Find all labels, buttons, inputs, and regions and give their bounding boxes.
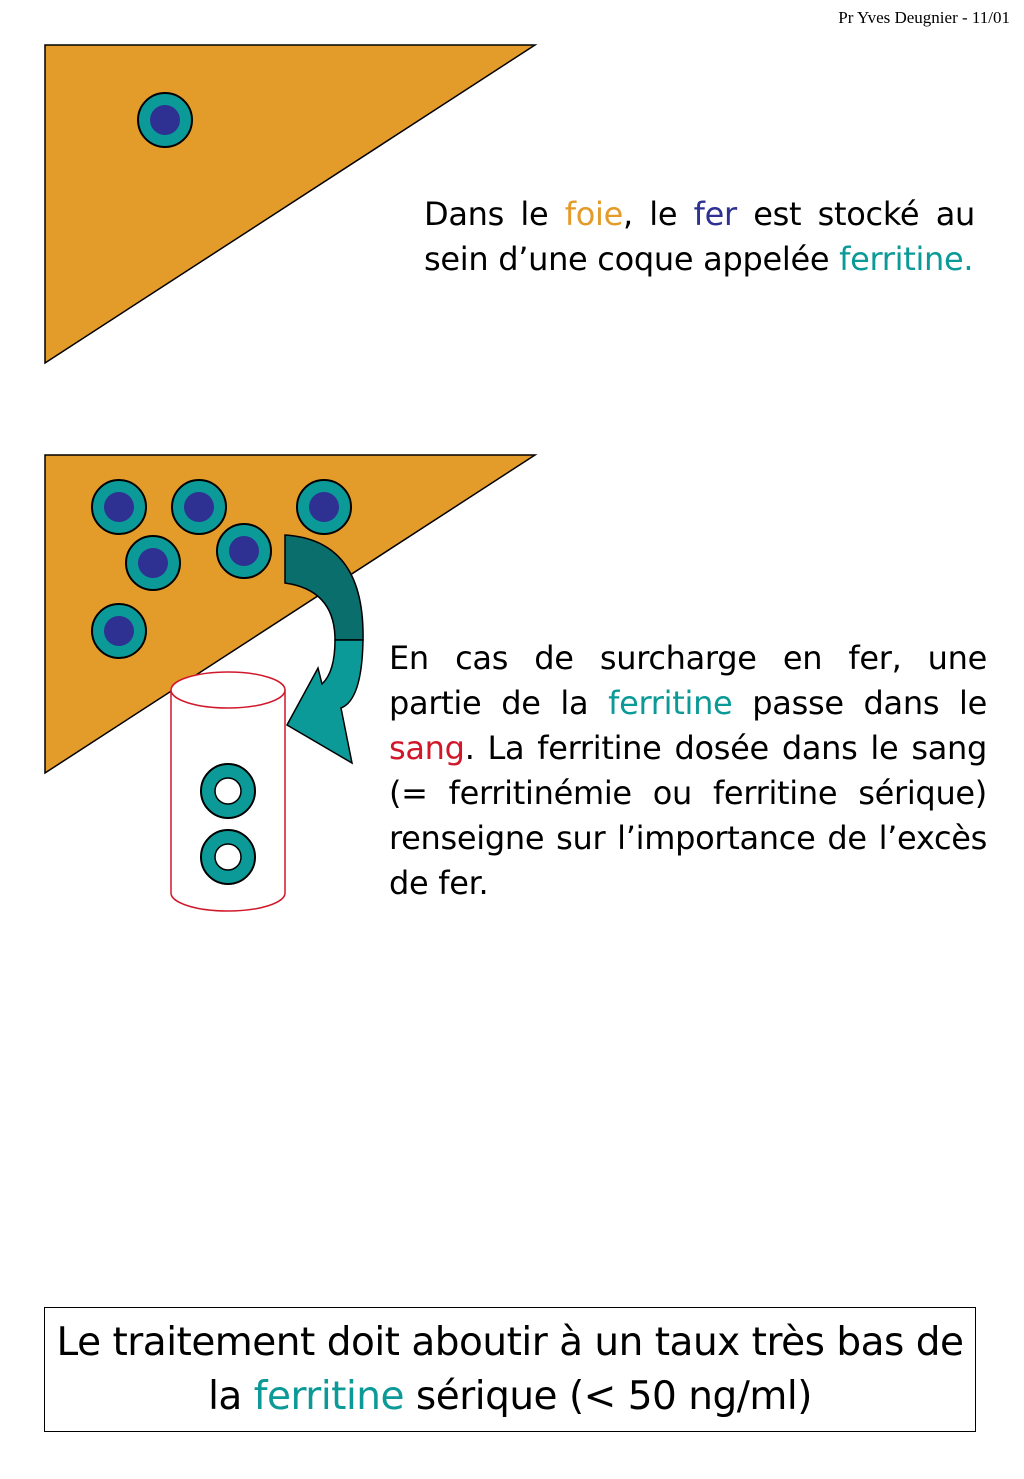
term-ferritine: ferritine bbox=[253, 1373, 404, 1419]
text: , le bbox=[623, 195, 694, 233]
text: sérique (< 50 ng/ml) bbox=[404, 1373, 812, 1419]
empty-ferritin-ring-icon bbox=[201, 830, 255, 884]
paragraph-overload bbox=[389, 636, 987, 906]
term-foie: foie bbox=[564, 195, 623, 233]
term-fer: fer bbox=[693, 195, 737, 233]
conclusion-box bbox=[44, 1307, 976, 1432]
text: En cas de surcharge en fer, une partie de la bbox=[389, 639, 987, 722]
term-ferritine: ferritine. bbox=[839, 240, 974, 278]
text: passe dans le bbox=[732, 684, 987, 722]
text: . La ferritine dosée dans le sang (= ferritinémie ou ferritine sérique) renseigne sur l’importance de l’excès de fer. bbox=[389, 729, 987, 902]
term-sang: sang bbox=[389, 729, 465, 767]
text: Le traitement doit aboutir à un taux très bas de la bbox=[56, 1319, 964, 1419]
ferritin-molecule-icon bbox=[92, 480, 146, 534]
term-ferritine: ferritine bbox=[608, 684, 733, 722]
empty-ferritin-ring-icon bbox=[201, 764, 255, 818]
ferritin-molecule-icon bbox=[126, 536, 180, 590]
ferritin-molecule-icon bbox=[92, 604, 146, 658]
ferritin-molecule-icon bbox=[172, 480, 226, 534]
page-header-credit: Pr Yves Deugnier - 11/01 bbox=[838, 8, 1010, 27]
ferritin-molecule-icon bbox=[217, 524, 271, 578]
text: Dans le bbox=[424, 195, 565, 233]
text: est stocké au sein d’une coque appelée bbox=[424, 195, 975, 278]
ferritin-molecule-icon bbox=[297, 480, 351, 534]
conclusion-text bbox=[45, 1316, 975, 1424]
